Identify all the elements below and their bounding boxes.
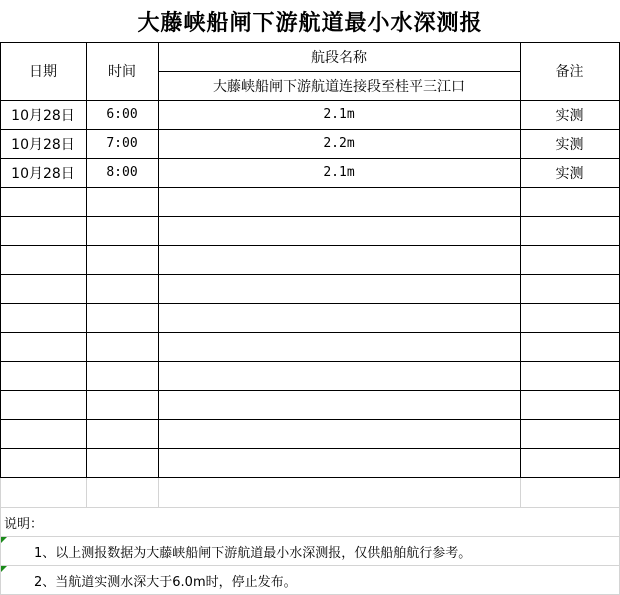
report-title: 大藤峡船闸下游航道最小水深测报 [137,10,483,36]
grid-vline [158,42,159,478]
grid-hline [0,477,620,478]
sheet-gridline [86,478,87,508]
row-3-time: 8:00 [106,165,138,180]
note-item-1: 1、以上测报数据为大藤峡船闸下游航道最小水深测报，仅供船舶航行参考。 [34,545,472,561]
notes-heading: 说明： [4,516,44,532]
grid-hline [0,158,620,159]
grid-hline [0,100,620,101]
grid-hline [0,274,620,275]
header-time: 时间 [108,64,136,80]
grid-hline [0,216,620,217]
grid-hline [0,448,620,449]
row-3-date: 10月28日 [11,165,75,182]
row-3-remark: 实测 [555,165,584,182]
grid-hline [0,332,620,333]
grid-hline [0,129,620,130]
grid-vline [0,42,1,478]
row-3-depth: 2.1m [323,165,355,180]
grid-hline [0,419,620,420]
grid-vline [520,42,521,478]
row-2-remark: 实测 [555,136,584,153]
grid-hline [158,71,520,72]
grid-vline [86,42,87,478]
row-1-remark: 实测 [555,107,584,124]
row-2-date: 10月28日 [11,136,75,153]
grid-hline [0,390,620,391]
grid-hline [0,303,620,304]
row-1-date: 10月28日 [11,107,75,124]
row-2-depth: 2.2m [323,136,355,151]
grid-hline [0,187,620,188]
grid-hline [0,245,620,246]
note-item-2: 2、当航道实测水深大于6.0m时，停止发布。 [34,574,297,590]
grid-hline [0,42,620,43]
header-remark: 备注 [555,64,584,80]
row-1-depth: 2.1m [323,107,355,122]
sheet-gridline [520,478,521,508]
row-1-time: 6:00 [106,107,138,122]
header-date: 日期 [29,64,57,80]
header-segment-group: 航段名称 [311,49,367,66]
header-segment: 大藤峡船闸下游航道连接段至桂平三江口 [213,78,465,95]
sheet-gridline [158,478,159,508]
row-2-time: 7:00 [106,136,138,151]
grid-hline [0,361,620,362]
